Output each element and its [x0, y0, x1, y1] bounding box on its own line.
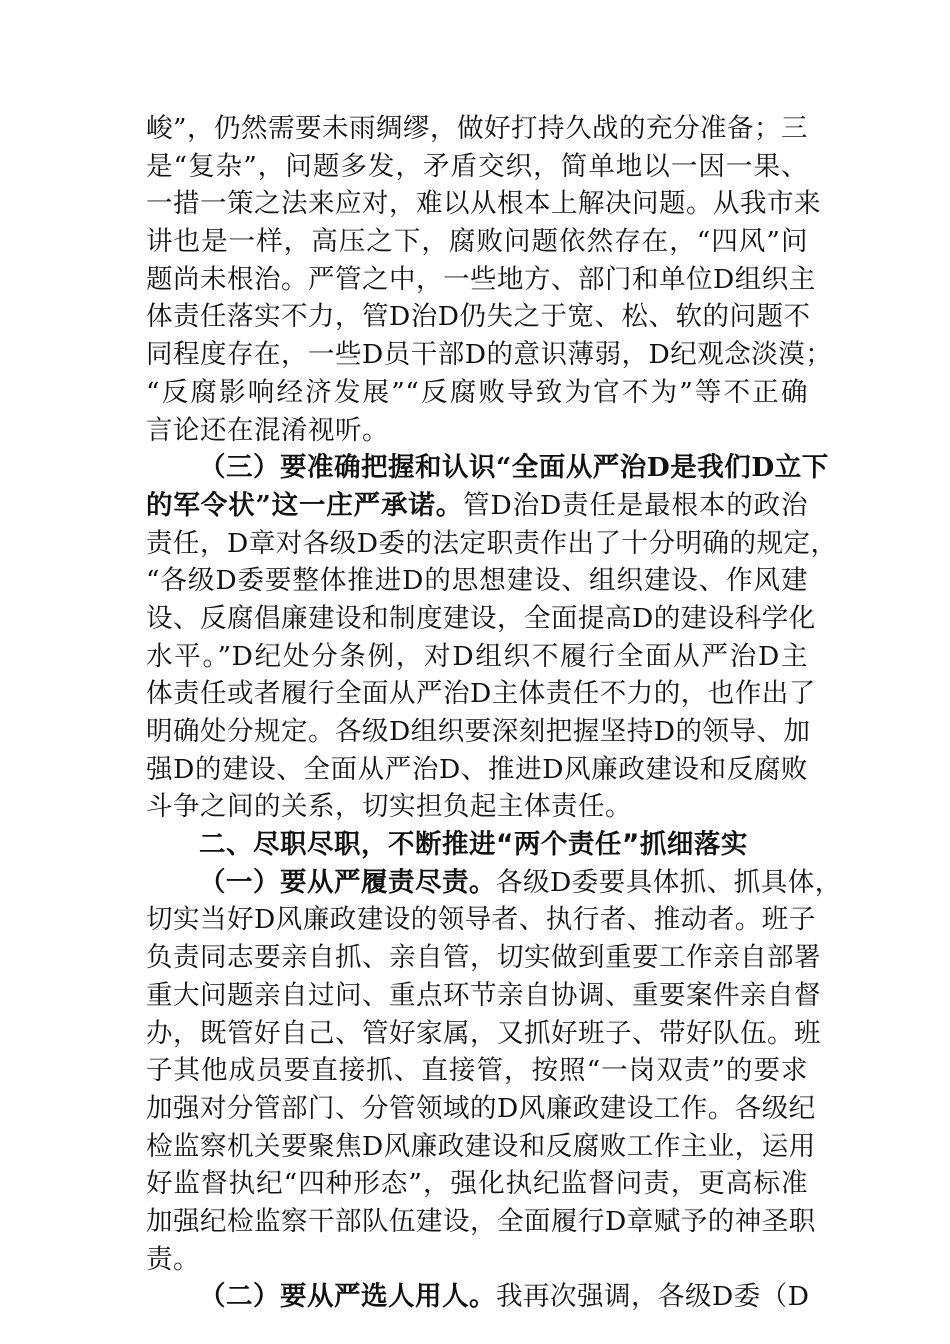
text-line: 水平。”D纪处分条例，对D组织不履行全面从严治D主 [146, 640, 808, 672]
text-line: 强D的建设、全面从严治D、推进D风廉政建设和反腐败 [146, 753, 808, 785]
text-line: 体责任或者履行全面从严治D主体责任不力的，也作出了 [146, 678, 816, 710]
text-line: 责。 [146, 1243, 200, 1275]
text-line [146, 1278, 808, 1316]
section-heading: 二、尽职尽职，不断推进“两个责任”抓细落实 [199, 829, 748, 861]
document-body [146, 110, 842, 1316]
text-line: 同程度存在，一些D员干部D的意识薄弱，D纪观念淡漠； [146, 339, 833, 371]
text-line: “各级D委要整体推进D的思想建设、组织建设、作风建 [146, 565, 808, 597]
text-line: 体责任落实不力，管D治D仍失之于宽、松、软的问题不 [146, 301, 811, 333]
text-line: “反腐影响经济发展”“反腐败导致为官不为”等不正确 [146, 376, 808, 408]
text-line: 责任，D章对各级D委的法定职责作出了十分明确的规定， [146, 527, 838, 559]
text-line: 重大问题亲自过问、重点环节亲自协调、重要案件亲自督 [146, 979, 821, 1011]
text-line: 是“复杂”，问题多发，矛盾交织，简单地以一因一果、 [146, 150, 808, 182]
text-line: 检监察机关要聚焦D风廉政建设和反腐败工作主业，运用 [146, 1130, 816, 1162]
text-segment: 各级D委要具体抓、抓具体， [496, 866, 842, 898]
text-line: 好监督执纪“四种形态”，强化执纪监督问责，更高标准 [146, 1168, 808, 1200]
text-line [146, 864, 842, 902]
bold-segment: （一）要从严履责尽责。 [199, 866, 496, 898]
text-line: 峻”，仍然需要未雨绸缪，做好打持久战的充分准备；三 [146, 113, 809, 144]
bold-segment: （二）要从严选人用人。 [199, 1281, 496, 1313]
text-segment: 我再次强调，各级D委（D [496, 1281, 810, 1313]
text-line: 题尚未根治。严管之中，一些地方、部门和单位D组织主 [146, 263, 816, 295]
text-line: 言论还在混淆视听。 [146, 414, 389, 446]
bold-segment: 的军令状”这一庄严承诺。 [146, 489, 464, 521]
text-line: 负责同志要亲自抓、亲自管，切实做到重要工作亲自部署 [146, 942, 821, 974]
text-line: 一措一策之法来应对，难以从根本上解决问题。从我市来 [146, 188, 821, 220]
text-line [146, 487, 808, 525]
paragraph-heading-3: （三）要准确把握和认识“全面从严治D是我们D立下 [199, 452, 829, 484]
text-line: 加强纪检监察干部队伍建设，全面履行D章赋予的神圣职 [146, 1205, 816, 1237]
text-line: 讲也是一样，高压之下，腐败问题依然存在，“四风”问 [146, 226, 808, 258]
text-line: 加强对分管部门、分管领域的D风廉政建设工作。各级纪 [146, 1092, 816, 1124]
text-line: 斗争之间的关系，切实担负起主体责任。 [146, 791, 632, 823]
text-line: 切实当好D风廉政建设的领导者、执行者、推动者。班子 [146, 904, 816, 936]
text-line: 子其他成员要直接抓、直接管，按照“一岗双责”的要求 [146, 1055, 808, 1087]
text-segment: 管D治D责任是最根本的政治 [463, 489, 808, 521]
text-line: 明确处分规定。各级D组织要深刻把握坚持D的领导、加 [146, 716, 811, 747]
text-line: 办，既管好自己、管好家属，又抓好班子、带好队伍。班 [146, 1017, 821, 1049]
text-line: 设、反腐倡廉建设和制度建设，全面提高D的建设科学化 [146, 602, 816, 634]
